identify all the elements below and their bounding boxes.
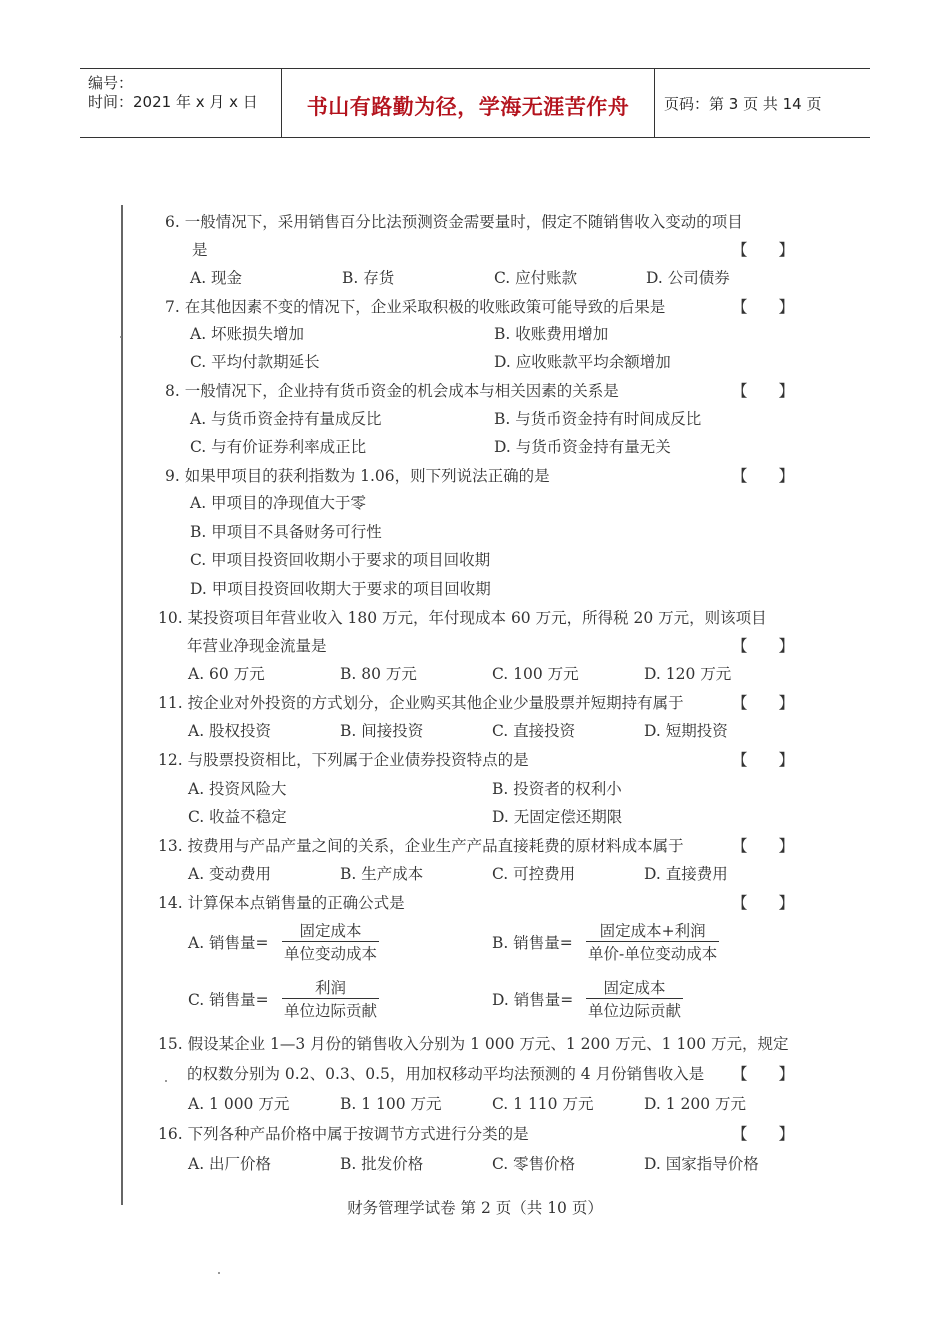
option-b: B. 80 万元 <box>340 665 417 683</box>
option-d: D. 无固定偿还期限 <box>492 808 623 826</box>
question-6-text: 6. 一般情况下，采用销售百分比法预测资金需要量时，假定不随销售收入变动的项目 <box>165 213 743 231</box>
answer-bracket: 【 】 <box>732 694 795 712</box>
option-b: B. 存货 <box>342 269 395 287</box>
option-c: C. 可控费用 <box>492 865 576 883</box>
question-10-text: 10. 某投资项目年营业收入 180 万元，年付现成本 60 万元，所得税 20 万元，则该项目 <box>158 609 767 627</box>
option-c: C. 甲项目投资回收期小于要求的项目回收期 <box>190 551 491 569</box>
option-c: C. 与有价证券利率成正比 <box>190 438 367 456</box>
answer-bracket: 【 】 <box>732 1065 795 1083</box>
option-d: D. 甲项目投资回收期大于要求的项目回收期 <box>190 580 491 598</box>
option-d: D. 120 万元 <box>644 665 732 683</box>
question-14-text: 14. 计算保本点销售量的正确公式是 <box>158 894 405 912</box>
option-b: B. 间接投资 <box>340 722 424 740</box>
option-c: C. 100 万元 <box>492 665 579 683</box>
fraction-denominator: 单位边际贡献 <box>282 998 379 1021</box>
option-b: B. 1 100 万元 <box>340 1095 442 1113</box>
question-12-text: 12. 与股票投资相比，下列属于企业债券投资特点的是 <box>158 751 529 769</box>
fraction <box>586 976 683 1021</box>
fraction-denominator: 单价-单位变动成本 <box>586 941 719 964</box>
option-d: D. 国家指导价格 <box>644 1155 759 1173</box>
option-a: A. 60 万元 <box>188 665 265 683</box>
number-label: 编号： <box>88 74 134 92</box>
option-b: B. 批发价格 <box>340 1155 424 1173</box>
option-d: D. 1 200 万元 <box>644 1095 747 1113</box>
option-a: A. 甲项目的净现值大于零 <box>190 494 367 512</box>
question-16-text: 16. 下列各种产品价格中属于按调节方式进行分类的是 <box>158 1125 529 1143</box>
fraction-numerator: 固定成本+利润 <box>599 922 706 940</box>
option-c: C. 1 110 万元 <box>492 1095 594 1113</box>
scan-speck <box>165 1080 167 1082</box>
option-c: C. 直接投资 <box>492 722 576 740</box>
formula-option-a <box>188 919 448 965</box>
binding-line <box>121 205 123 1205</box>
option-b: B. 投资者的权利小 <box>492 780 622 798</box>
option-b: B. 收账费用增加 <box>494 325 609 343</box>
answer-bracket: 【 】 <box>732 467 795 485</box>
question-15-text: 15. 假设某企业 1—3 月份的销售收入分别为 1 000 万元、1 200 万元、1 100 万元，规定 <box>158 1035 789 1053</box>
option-a: A. 出厂价格 <box>188 1155 272 1173</box>
scan-speck <box>218 1272 220 1274</box>
option-d: D. 应收账款平均余额增加 <box>494 353 671 371</box>
motto: 书山有路勤为径，学海无涯苦作舟 <box>306 95 630 119</box>
fraction <box>282 919 379 964</box>
answer-bracket: 【 】 <box>732 241 795 259</box>
option-b: B. 生产成本 <box>340 865 424 883</box>
fraction-denominator: 单位变动成本 <box>282 941 379 964</box>
option-c: C. 收益不稳定 <box>188 808 287 826</box>
answer-bracket: 【 】 <box>732 298 795 316</box>
formula-option-c <box>188 976 448 1022</box>
question-9-text: 9. 如果甲项目的获利指数为 1.06，则下列说法正确的是 <box>165 467 550 485</box>
fraction-numerator: 固定成本 <box>603 979 666 997</box>
option-a: A. 现金 <box>190 269 243 287</box>
formula-label: C. 销售量= <box>188 991 269 1009</box>
question-7-text: 7. 在其他因素不变的情况下，企业采取积极的收账政策可能导致的后果是 <box>165 298 666 316</box>
page-footer: 财务管理学试卷 第 2 页（共 10 页） <box>347 1199 603 1217</box>
answer-bracket: 【 】 <box>732 751 795 769</box>
option-d: D. 短期投资 <box>644 722 728 740</box>
formula-option-d <box>492 976 752 1022</box>
scan-speck <box>120 336 122 338</box>
formula-label: D. 销售量= <box>492 991 574 1009</box>
option-a: A. 投资风险大 <box>188 780 287 798</box>
option-d: D. 公司债券 <box>646 269 730 287</box>
option-c: C. 零售价格 <box>492 1155 576 1173</box>
fraction <box>282 976 379 1021</box>
question-13-text: 13. 按费用与产品产量之间的关系，企业生产产品直接耗费的原材料成本属于 <box>158 837 684 855</box>
question-8-text: 8. 一般情况下，企业持有货币资金的机会成本与相关因素的关系是 <box>165 382 619 400</box>
answer-bracket: 【 】 <box>732 382 795 400</box>
option-a: A. 坏账损失增加 <box>190 325 305 343</box>
page-info: 页码：第 3 页 共 14 页 <box>664 95 822 113</box>
option-d: D. 与货币资金持有量无关 <box>494 438 671 456</box>
fraction-numerator: 固定成本 <box>299 922 362 940</box>
formula-label: B. 销售量= <box>492 934 573 952</box>
answer-bracket: 【 】 <box>732 894 795 912</box>
option-a: A. 变动费用 <box>188 865 272 883</box>
time-label: 时间：2021 年 x 月 x 日 <box>88 93 258 111</box>
option-d: D. 直接费用 <box>644 865 728 883</box>
answer-bracket: 【 】 <box>732 837 795 855</box>
formula-label: A. 销售量= <box>188 934 269 952</box>
answer-bracket: 【 】 <box>732 637 795 655</box>
question-11-text: 11. 按企业对外投资的方式划分，企业购买其他企业少量股票并短期持有属于 <box>158 694 684 712</box>
option-a: A. 股权投资 <box>188 722 272 740</box>
answer-bracket: 【 】 <box>732 1125 795 1143</box>
option-c: C. 应付账款 <box>494 269 578 287</box>
option-a: A. 1 000 万元 <box>188 1095 290 1113</box>
fraction-denominator: 单位边际贡献 <box>586 998 683 1021</box>
formula-option-b <box>492 919 752 965</box>
question-10-text-cont: 年营业净现金流量是 <box>187 637 327 655</box>
option-c: C. 平均付款期延长 <box>190 353 320 371</box>
option-b: B. 甲项目不具备财务可行性 <box>190 523 382 541</box>
fraction <box>586 919 719 964</box>
option-b: B. 与货币资金持有时间成反比 <box>494 410 702 428</box>
question-6-text-cont: 是 <box>192 241 208 259</box>
fraction-numerator: 利润 <box>315 979 347 997</box>
question-15-text-cont: 的权数分别为 0.2、0.3、0.5，用加权移动平均法预测的 4 月份销售收入是 <box>187 1065 705 1083</box>
option-a: A. 与货币资金持有量成反比 <box>190 410 382 428</box>
